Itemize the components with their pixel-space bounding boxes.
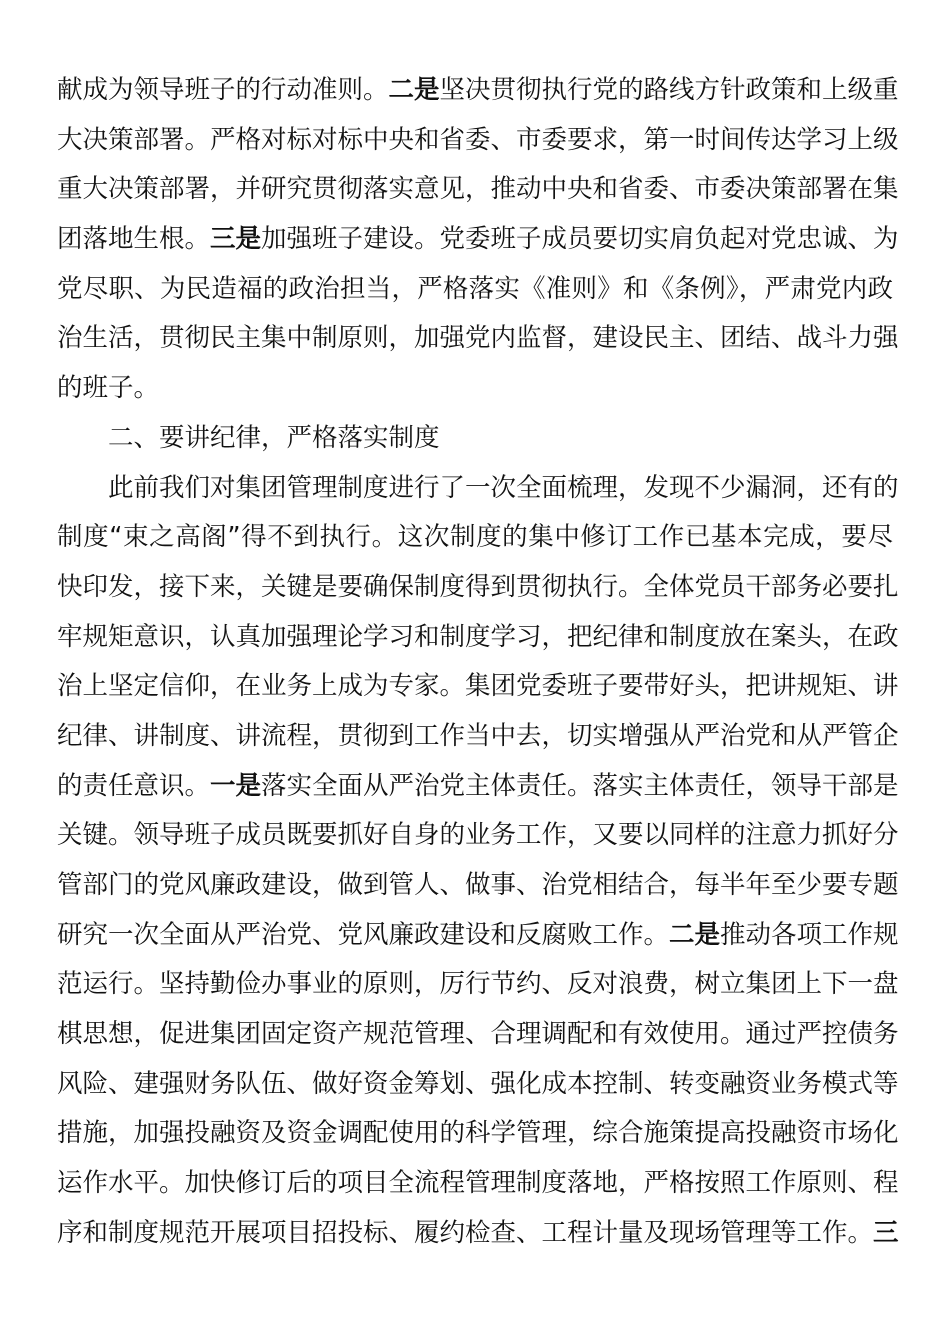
text-run: 重大决策部署，并研究贯彻落实意见，推动中央和省委、市委决策部署在集 xyxy=(57,174,899,205)
text-line xyxy=(57,960,899,1010)
emphasis-text: 三 xyxy=(873,1217,899,1248)
text-run: 献成为领导班子的行动准则。 xyxy=(57,75,389,105)
text-line xyxy=(57,364,893,414)
text-line xyxy=(57,613,899,663)
text-run: 快印发，接下来，关键是要确保制度得到贯彻执行。全体党员干部务必要扎 xyxy=(57,571,899,602)
emphasis-text: 二是 xyxy=(388,75,440,105)
text-line xyxy=(57,712,899,762)
body-paragraph xyxy=(57,464,899,1259)
text-line xyxy=(57,464,899,514)
text-run: 风险、建强财务队伍、做好资金筹划、强化成本控制、转变融资业务模式等 xyxy=(57,1068,899,1099)
text-run: 二、要讲纪律，严格落实制度 xyxy=(108,422,440,453)
text-run: 运作水平。加快修订后的项目全流程管理制度落地，严格按照工作原则、程 xyxy=(57,1168,899,1199)
text-line xyxy=(57,1010,899,1060)
text-run: 管部门的党风廉政建设，做到管人、做事、治党相结合，每半年至少要专题 xyxy=(57,870,899,900)
text-run: 推动各项工作规 xyxy=(720,919,899,950)
text-line xyxy=(57,1159,899,1209)
document-page xyxy=(57,66,899,1259)
text-line xyxy=(57,911,899,961)
text-run: 落实全面从严治党主体责任。落实主体责任，领导干部是 xyxy=(261,770,899,801)
text-run: 措施，加强投融资及资金调配使用的科学管理，综合施策提高投融资市场化 xyxy=(57,1118,899,1149)
text-line xyxy=(57,265,893,315)
text-line xyxy=(57,116,899,166)
text-line xyxy=(57,414,893,464)
text-run: 的班子。 xyxy=(57,373,160,404)
text-run: 治上坚定信仰，在业务上成为专家。集团党委班子要带好头，把讲规矩、讲 xyxy=(57,671,899,702)
text-line xyxy=(57,1060,899,1110)
text-run: 牢规矩意识，认真加强理论学习和制度学习，把纪律和制度放在案头，在政 xyxy=(57,621,899,652)
text-run: 序和制度规范开展项目招投标、履约检查、工程计量及现场管理等工作。 xyxy=(57,1217,874,1248)
text-run: 制度“束之高阁”得不到执行。这次制度的集中修订工作已基本完成，要尽 xyxy=(57,522,893,553)
text-line xyxy=(57,165,899,215)
text-run: 研究一次全面从严治党、党风廉政建设和反腐败工作。 xyxy=(57,919,670,950)
text-line xyxy=(57,513,893,563)
text-run: 大决策部署。严格对标对标中央和省委、市委要求，第一时间传达学习上级 xyxy=(57,124,899,155)
text-line xyxy=(57,662,899,712)
text-line xyxy=(57,861,899,911)
text-run: 坚决贯彻执行党的路线方针政策和上级重 xyxy=(439,75,899,105)
text-run: 团落地生根。 xyxy=(57,224,211,255)
text-line xyxy=(57,1209,899,1259)
body-paragraph xyxy=(57,66,899,414)
text-line xyxy=(57,811,899,861)
section-heading xyxy=(57,414,893,464)
emphasis-text: 三是 xyxy=(210,224,262,255)
text-run: 党尽职、为民造福的政治担当，严格落实《准则》和《条例》，严肃党内政 xyxy=(57,273,893,304)
text-run: 范运行。坚持勤俭办事业的原则，厉行节约、反对浪费，树立集团上下一盘 xyxy=(57,969,899,1000)
text-line xyxy=(57,563,899,613)
text-run: 加强班子建设。党委班子成员要切实肩负起对党忠诚、为 xyxy=(261,224,899,255)
text-line xyxy=(57,66,899,116)
text-line xyxy=(57,215,899,265)
text-run: 此前我们对集团管理制度进行了一次全面梳理，发现不少漏洞，还有的 xyxy=(108,472,899,503)
text-run: 的责任意识。 xyxy=(57,770,211,801)
text-run: 治生活，贯彻民主集中制原则，加强党内监督，建设民主、团结、战斗力强 xyxy=(57,323,899,354)
text-run: 纪律、讲制度、讲流程，贯彻到工作当中去，切实增强从严治党和从严管企 xyxy=(57,720,899,751)
emphasis-text: 一是 xyxy=(210,770,262,801)
text-run: 关键。领导班子成员既要抓好自身的业务工作，又要以同样的注意力抓好分 xyxy=(57,820,899,851)
emphasis-text: 二是 xyxy=(669,919,721,950)
text-line xyxy=(57,314,899,364)
text-line xyxy=(57,762,899,812)
text-run: 棋思想，促进集团固定资产规范管理、合理调配和有效使用。通过严控债务 xyxy=(57,1019,899,1050)
text-line xyxy=(57,1109,899,1159)
